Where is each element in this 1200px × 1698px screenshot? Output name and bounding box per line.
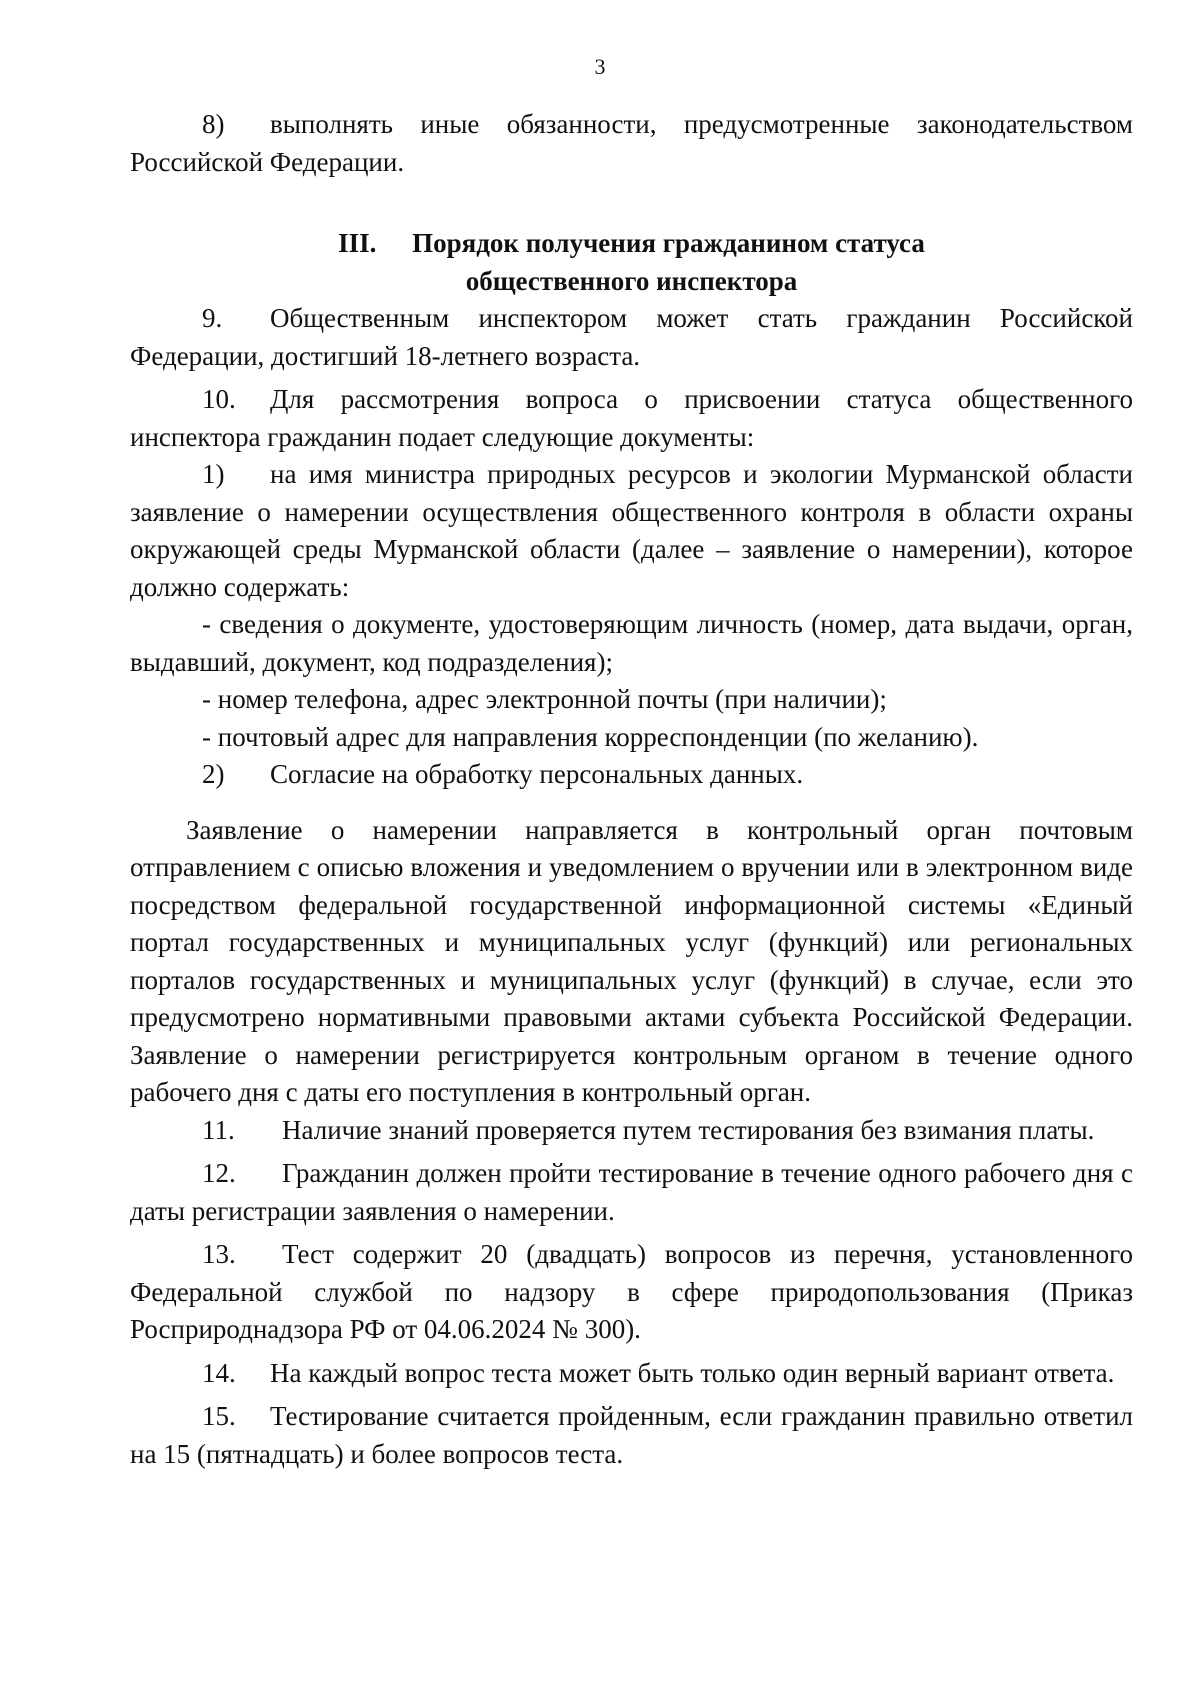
item-number: 1) (202, 459, 225, 489)
paragraph-text: Общественным инспектором может стать гражданин Российской Федерации, достигший 18-летнего возраста. (130, 303, 1133, 371)
section-number: III. (338, 228, 377, 258)
paragraph-text: Наличие знаний проверяется путем тестирования без взимания платы. (282, 1114, 1095, 1145)
paragraph-number: 10. (202, 384, 236, 414)
paragraph-15 (130, 1398, 1133, 1473)
dash-item-document: - сведения о документе, удостоверяющим личность (номер, дата выдачи, орган, выдавший, документ, код подразделения); (130, 609, 1133, 677)
item-8 (130, 106, 1133, 181)
dash-item-address: - почтовый адрес для направления корреспонденции (по желанию). (202, 721, 979, 752)
statement-paragraph: Заявление о намерении направляется в контрольный орган почтовым отправлением с описью вложения и уведомлением о вручении или в электронном виде посредством федеральной государственной информационной системы «Единый портал государственных и муниципальных услуг (функций) или региональных порталов государственных и муниципальных услуг (функций) в случае, если это предусмотрено нормативными правовыми актами субъекта Российской Федерации. Заявление о намерении регистрируется контрольным органом в течение одного рабочего дня с даты его поступления в контрольный орган. (130, 814, 1133, 1107)
dash-item-phone: - номер телефона, адрес электронной почты (при наличии); (202, 684, 887, 714)
paragraph-number: 9. (202, 303, 223, 333)
item-number: 2) (202, 759, 225, 789)
item-text: на имя министра природных ресурсов и экологии Мурманской области заявление о намерении осуществления общественного контроля в области охраны окружающей среды Мурманской области (далее – заявление о намерении), которое должно содержать: (130, 459, 1133, 602)
paragraph-number: 12. (202, 1158, 236, 1188)
paragraph-number: 14. (202, 1357, 236, 1388)
paragraph-13 (130, 1236, 1133, 1349)
paragraph-10-item-1 (130, 456, 1133, 606)
paragraph-9 (130, 300, 1133, 375)
paragraph-14 (130, 1355, 1133, 1393)
paragraph-number: 11. (202, 1114, 235, 1145)
item-number: 8) (202, 109, 225, 139)
paragraph-number: 13. (202, 1239, 236, 1269)
paragraph-text: На каждый вопрос теста может быть только один верный вариант ответа. (270, 1357, 1115, 1388)
paragraph-text: Гражданин должен пройти тестирование в течение одного рабочего дня с даты регистрации заявления о намерении. (130, 1158, 1133, 1226)
paragraph-10-item-2 (130, 756, 1133, 794)
section-heading-line-1 (130, 225, 1133, 263)
paragraph-text: Для рассмотрения вопроса о присвоении статуса общественного инспектора гражданин подает следующие документы: (130, 384, 1133, 452)
paragraph-11 (130, 1112, 1133, 1150)
paragraph-12 (130, 1155, 1133, 1230)
paragraph-text: Тест содержит 20 (двадцать) вопросов из перечня, установленного Федеральной службой по надзору в сфере природопользования (Приказ Росприроднадзора РФ от 04.06.2024 № 300). (130, 1239, 1133, 1344)
document-body (130, 106, 1133, 1473)
paragraph-10 (130, 381, 1133, 456)
item-text: Согласие на обработку персональных данных. (270, 759, 804, 789)
section-heading (130, 225, 1133, 300)
spacer (130, 181, 1133, 199)
item-text: выполнять иные обязанности, предусмотренные законодательством Российской Федерации. (130, 109, 1133, 177)
section-title-part-2: общественного инспектора (465, 265, 798, 296)
section-title-part-1: Порядок получения гражданином статуса (412, 228, 925, 258)
paragraph-text: Тестирование считается пройденным, если гражданин правильно ответил на 15 (пятнадцать) и более вопросов теста. (130, 1401, 1133, 1469)
page-number: 3 (594, 54, 606, 79)
paragraph-number: 15. (202, 1401, 236, 1431)
spacer (130, 794, 1133, 812)
